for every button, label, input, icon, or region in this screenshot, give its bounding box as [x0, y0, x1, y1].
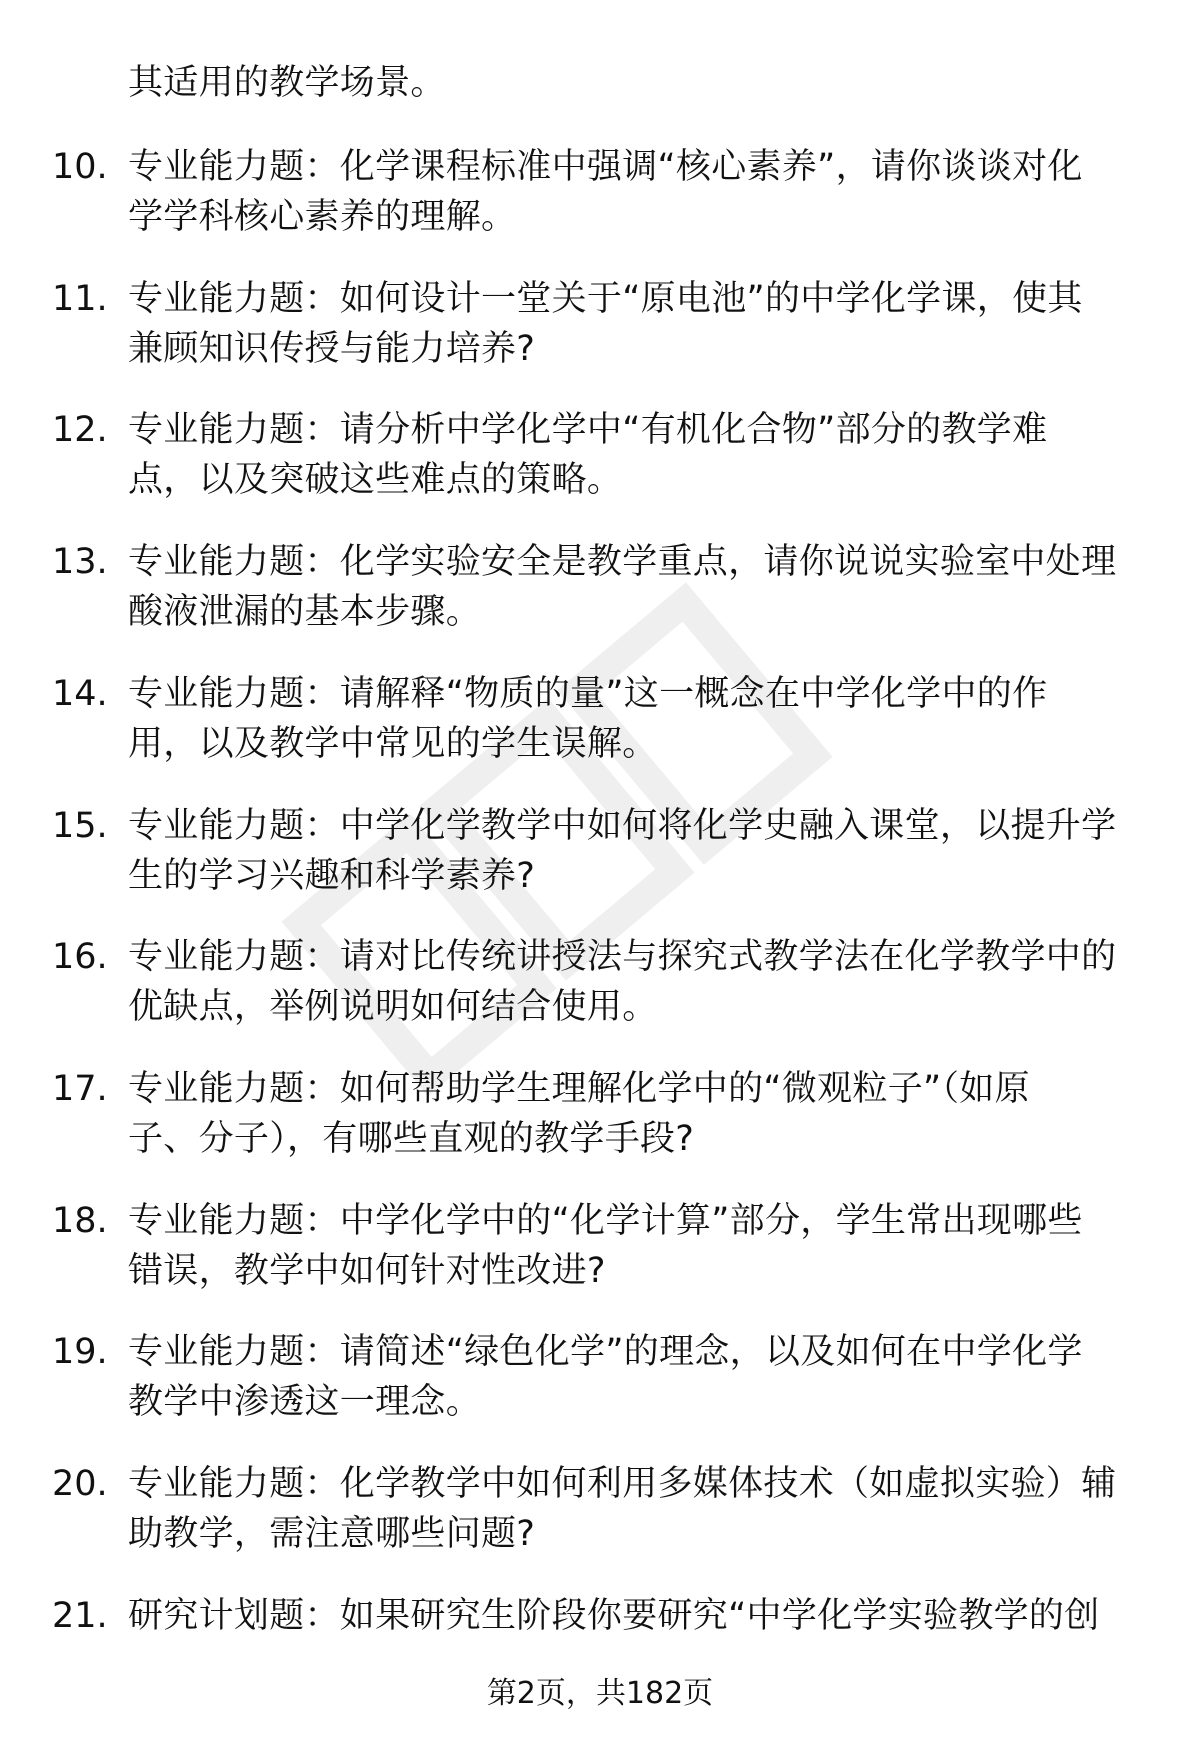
- question-text-line: 专业能力题：化学教学中如何利用多媒体技术（如虚拟实验）辅: [128, 1464, 1117, 1504]
- question-text-line: 兼顾知识传授与能力培养?: [128, 328, 536, 369]
- question-text-line: 用，以及教学中常见的学生误解。: [128, 723, 658, 764]
- question-number: 11.: [52, 278, 108, 319]
- question-text-line: 助教学，需注意哪些问题?: [128, 1514, 536, 1554]
- question-text-line: 专业能力题：请对比传统讲授法与探究式教学法在化学教学中的: [128, 937, 1117, 978]
- continuation-text: 其适用的教学场景。: [128, 63, 446, 103]
- question-number: 15.: [52, 805, 108, 846]
- question-number: 13.: [52, 542, 108, 583]
- question-text-line: 专业能力题：如何设计一堂关于“原电池”的中学化学课，使其: [128, 278, 1083, 319]
- question-text-line: 教学中渗透这一理念。: [128, 1382, 482, 1423]
- question-number: 19.: [52, 1332, 108, 1373]
- question-text-line: 子、分子），有哪些直观的教学手段?: [128, 1118, 695, 1159]
- question-number: 17.: [52, 1068, 108, 1109]
- question-number: 18.: [52, 1200, 108, 1241]
- page-number: 第2页，共182页: [486, 1676, 714, 1711]
- question-text-line: 优缺点，举例说明如何结合使用。: [128, 987, 658, 1028]
- question-text-line: 点，以及突破这些难点的策略。: [128, 460, 623, 501]
- question-text-line: 专业能力题：请解释“物质的量”这一概念在中学化学中的作: [128, 673, 1048, 714]
- question-text-line: 学学科核心素养的理解。: [128, 197, 517, 237]
- question-text-line: 专业能力题：化学课程标准中强调“核心素养”，请你谈谈对化: [128, 147, 1083, 187]
- question-text-line: 酸液泄漏的基本步骤。: [128, 592, 482, 633]
- question-number: 14.: [52, 673, 108, 714]
- question-number: 16.: [52, 937, 108, 978]
- question-text-line: 专业能力题：请简述“绿色化学”的理念，以及如何在中学化学: [128, 1332, 1083, 1373]
- question-text-line: 生的学习兴趣和科学素养?: [128, 855, 536, 896]
- question-text-line: 研究计划题：如果研究生阶段你要研究“中学化学实验教学的创: [128, 1595, 1100, 1636]
- question-text-line: 专业能力题：请分析中学化学中“有机化合物”部分的教学难: [128, 410, 1048, 451]
- question-text-line: 专业能力题：如何帮助学生理解化学中的“微观粒子”（如原: [128, 1068, 1030, 1109]
- question-number: 21.: [52, 1595, 108, 1636]
- question-text-line: 专业能力题：中学化学中的“化学计算”部分，学生常出现哪些: [128, 1200, 1083, 1241]
- question-text-line: 专业能力题：中学化学教学中如何将化学史融入课堂，以提升学: [128, 805, 1117, 846]
- question-text-line: 错误，教学中如何针对性改进?: [128, 1250, 606, 1291]
- question-number: 20.: [52, 1464, 108, 1504]
- question-number: 12.: [52, 410, 108, 451]
- question-number: 10.: [52, 147, 108, 187]
- question-text-line: 专业能力题：化学实验安全是教学重点，请你说说实验室中处理: [128, 542, 1117, 583]
